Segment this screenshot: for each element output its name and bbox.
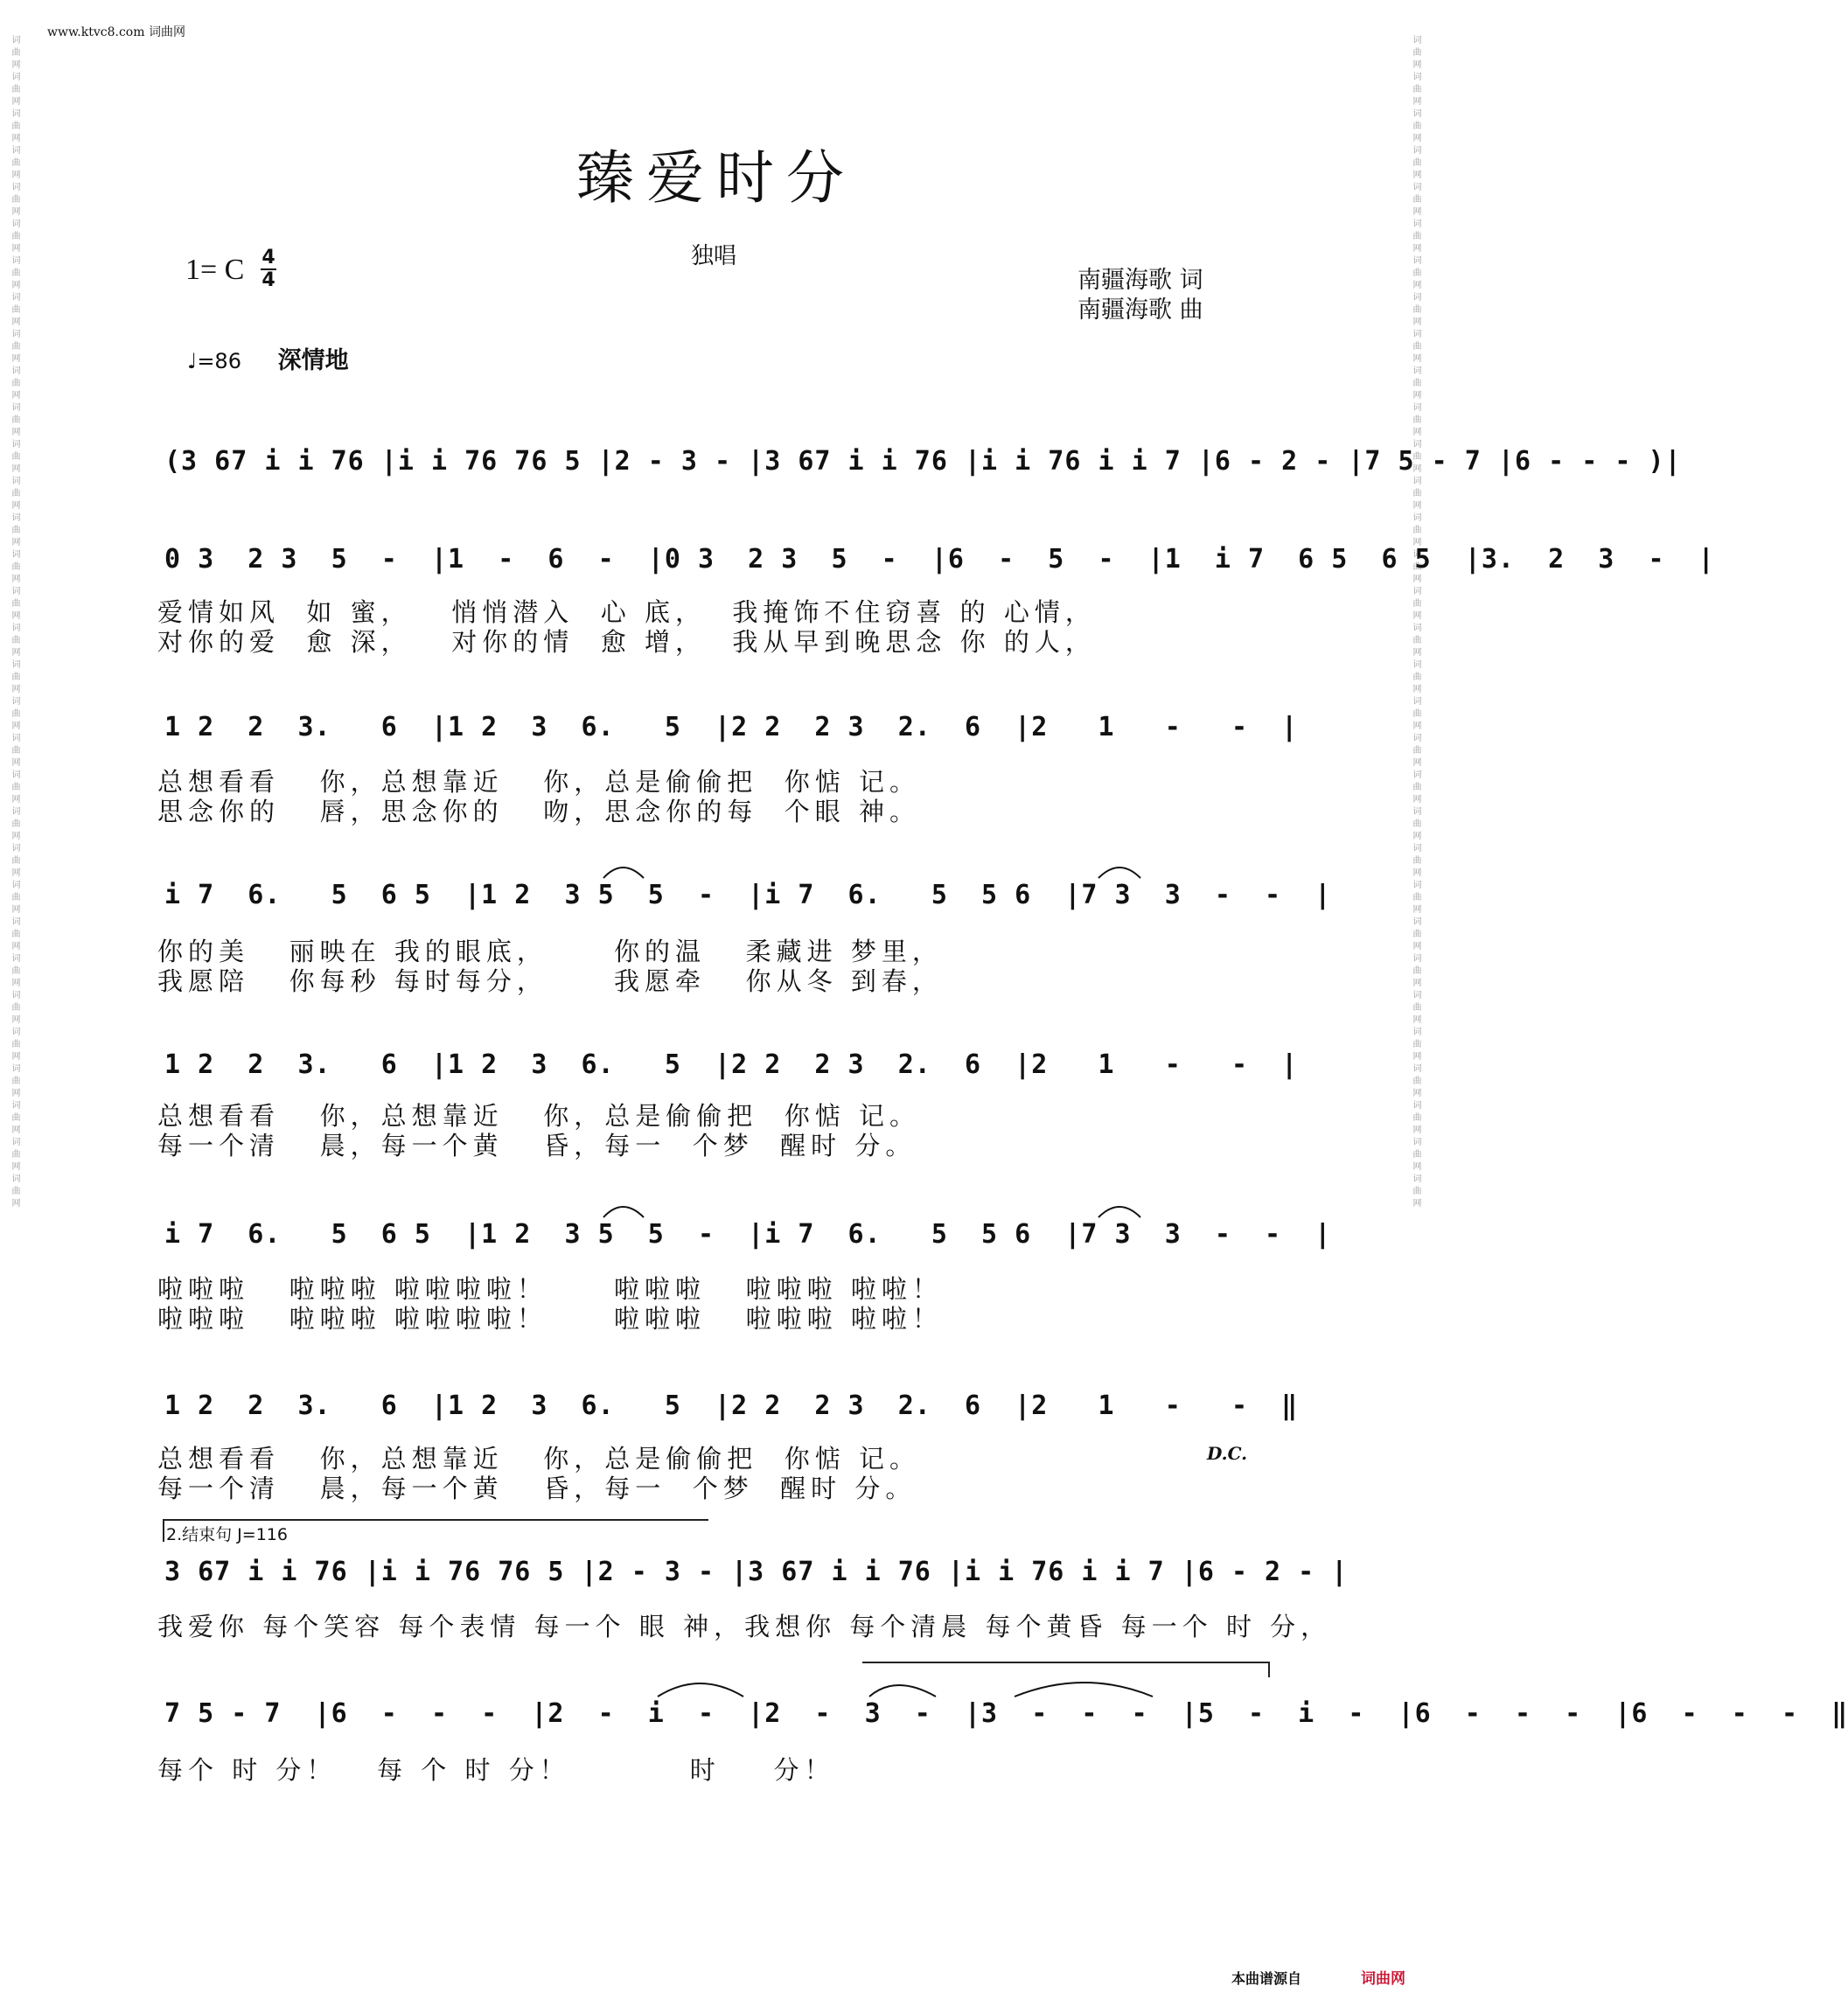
lyricist-credit: 南疆海歌 词 xyxy=(1077,267,1203,294)
tempo-expression: 深情地 xyxy=(277,347,349,374)
notes-row-1: 0 3 2 3 5 - |1 - 6 - |0 3 2 3 5 - |6 - 5 - |1 i 7 6 5 6 5 |3. 2 3 - | xyxy=(164,544,1715,575)
da-capo-marking: D.C. xyxy=(1207,1443,1248,1464)
lyrics-row-6-verse-1: 总想看看 你，总想靠近 你，总是偷偷把 你惦 记。 xyxy=(157,1444,920,1474)
side-watermark-right: 词曲网词曲网词曲网词曲网词曲网词曲网词曲网词曲网词曲网词曲网词曲网词曲网词曲网词曲网词曲网词曲网词曲网词曲网词曲网词曲网词曲网词曲网词曲网词曲网词曲网词曲网词曲网词曲网词曲网词曲网词曲网词曲网 xyxy=(1411,35,1420,1210)
tempo-value: ♩=86 xyxy=(187,349,241,373)
time-signature-top: 4 xyxy=(262,247,275,268)
notes-row-2: 1 2 2 3. 6 |1 2 3 6. 5 |2 2 2 3 2. 6 |2 1 - - | xyxy=(164,712,1299,742)
tie-arc xyxy=(1098,868,1140,878)
time-signature-bottom: 4 xyxy=(262,269,275,291)
lyrics-row-4-verse-2: 每一个清 晨，每一个黄 昏，每一 个梦 醒时 分。 xyxy=(157,1131,917,1160)
lyrics-row-5-verse-2: 啦啦啦 啦啦啦 啦啦啦啦！ 啦啦啦 啦啦啦 啦啦！ xyxy=(157,1304,943,1334)
time-signature xyxy=(261,248,276,290)
ending-label: 2.结束句 J=116 xyxy=(166,1525,288,1544)
tie-arc xyxy=(603,868,644,878)
lyrics-row-2-verse-1: 总想看看 你，总想靠近 你，总是偷偷把 你惦 记。 xyxy=(157,767,920,797)
side-watermark-left: 词曲网词曲网词曲网词曲网词曲网词曲网词曲网词曲网词曲网词曲网词曲网词曲网词曲网词曲网词曲网词曲网词曲网词曲网词曲网词曲网词曲网词曲网词曲网词曲网词曲网词曲网词曲网词曲网词曲网词曲网词曲网词曲网 xyxy=(10,35,19,1210)
site-url[interactable]: www.ktvc8.com 词曲网 xyxy=(47,25,185,39)
final-bracket-edge xyxy=(1268,1662,1270,1677)
tie-arc xyxy=(1015,1683,1153,1697)
footer-source: 本曲谱源自 xyxy=(1231,1970,1302,1987)
notes-row-5: i 7 6. 5 6 5 |1 2 3 5 5 - |i 7 6. 5 5 6 |7 3 3 - - | xyxy=(164,1219,1332,1250)
notes-row-4: 1 2 2 3. 6 |1 2 3 6. 5 |2 2 2 3 2. 6 |2 1 - - | xyxy=(164,1049,1299,1080)
ending-bracket xyxy=(163,1519,708,1521)
tie-arc xyxy=(658,1683,743,1697)
lyrics-row-7: 我爱你 每个笑容 每个表情 每一个 眼 神，我想你 每个清晨 每个黄昏 每一个 时 分， xyxy=(157,1612,1332,1641)
composer-credit: 南疆海歌 曲 xyxy=(1077,296,1203,324)
notes-row-6: 1 2 2 3. 6 |1 2 3 6. 5 |2 2 2 3 2. 6 |2 1 - - ‖ xyxy=(164,1390,1299,1421)
lyrics-row-4-verse-1: 总想看看 你，总想靠近 你，总是偷偷把 你惦 记。 xyxy=(157,1101,920,1131)
notes-row-8: 7 5 - 7 |6 - - - |2 - i - |2 - 3 - |3 - - - |5 - i - |6 - - - |6 - - - ‖ xyxy=(164,1698,1848,1729)
final-bracket xyxy=(862,1662,1268,1663)
lyrics-row-1-verse-2: 对你的爱 愈 深， 对你的情 愈 增， 我从早到晚思念 你 的人， xyxy=(157,627,1096,657)
song-title: 臻爱时分 xyxy=(576,144,856,212)
lyrics-row-8: 每个 时 分！ 每 个 时 分！ 时 分！ xyxy=(157,1755,835,1785)
lyrics-row-1-verse-1: 爱情如风 如 蜜， 悄悄潜入 心 底， 我掩饰不住窃喜 的 心情， xyxy=(157,597,1096,627)
tempo-marking xyxy=(187,341,349,375)
tie-arc xyxy=(869,1685,936,1697)
tie-arc xyxy=(603,1207,644,1217)
lyrics-row-3-verse-1: 你的美 丽映在 我的眼底， 你的温 柔藏进 梦里， xyxy=(157,937,943,966)
tie-arc xyxy=(1098,1207,1140,1217)
lyrics-row-2-verse-2: 思念你的 唇，思念你的 吻，思念你的每 个眼 神。 xyxy=(157,797,920,826)
notes-row-7: 3 67 i i 76 |i i 76 76 5 |2 - 3 - |3 67 i i 76 |i i 76 i i 7 |6 - 2 - | xyxy=(164,1557,1349,1587)
footer-brand[interactable]: 词曲网 xyxy=(1361,1970,1405,1988)
notes-row-intro: (3 67 i i 76 |i i 76 76 5 |2 - 3 - |3 67 i i 76 |i i 76 i i 7 |6 - 2 - |7 5 - 7 |6 - - - )| xyxy=(164,446,1682,477)
key-signature: 1= C xyxy=(185,254,245,286)
lyrics-row-6-verse-2: 每一个清 晨，每一个黄 昏，每一 个梦 醒时 分。 xyxy=(157,1474,917,1503)
lyrics-row-5-verse-1: 啦啦啦 啦啦啦 啦啦啦啦！ 啦啦啦 啦啦啦 啦啦！ xyxy=(157,1274,943,1304)
notes-row-3: i 7 6. 5 6 5 |1 2 3 5 5 - |i 7 6. 5 5 6 |7 3 3 - - | xyxy=(164,880,1332,910)
ending-bracket-edge xyxy=(163,1519,164,1542)
subtitle: 独唱 xyxy=(691,243,737,269)
lyrics-row-3-verse-2: 我愿陪 你每秒 每时每分， 我愿牵 你从冬 到春， xyxy=(157,966,943,996)
